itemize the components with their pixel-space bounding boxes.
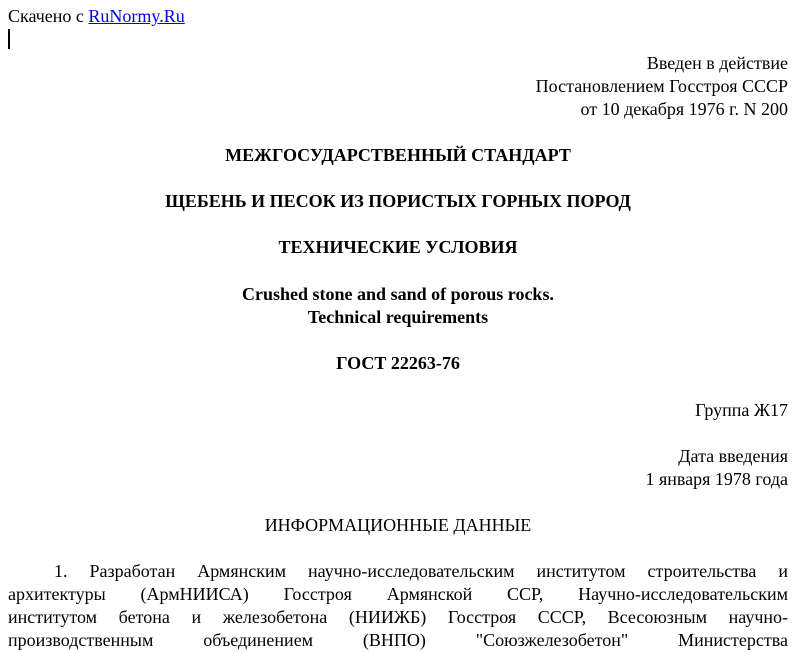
enactment-line-2: Постановлением Госстроя СССР (535, 76, 788, 96)
intro-date-block (8, 445, 788, 491)
intro-date-value: 1 января 1978 года (645, 469, 788, 489)
info-line-1: 1. Разработан Армянским научно-исследовательским институтом строительства и (54, 561, 788, 581)
info-line-4: производственным объединением (ВНПО) "Союзжелезобетон" Министерства (8, 630, 788, 650)
source-link[interactable]: RuNormy.Ru (88, 6, 185, 26)
enactment-block (8, 52, 788, 121)
enactment-line-3: от 10 декабря 1976 г. N 200 (580, 99, 788, 119)
document-page (8, 5, 788, 652)
standard-code: ГОСТ 22263-76 (336, 353, 460, 373)
standard-name-en-line-1: Crushed stone and sand of porous rocks. (242, 284, 554, 304)
downloaded-prefix: Скачено с (8, 6, 84, 26)
info-paragraph (8, 560, 788, 652)
standard-name-en-line-2: Technical requirements (307, 307, 489, 327)
standard-subtitle-ru: ТЕХНИЧЕСКИЕ УСЛОВИЯ (278, 237, 518, 257)
info-line-3: институтом бетона и железобетона (НИИЖБ) Госстроя СССР, Всесоюзным научно- (8, 607, 788, 627)
standard-name-ru: ЩЕБЕНЬ И ПЕСОК ИЗ ПОРИСТЫХ ГОРНЫХ ПОРОД (165, 191, 631, 211)
group-code: Группа Ж17 (695, 400, 788, 420)
enactment-line-1: Введен в действие (646, 53, 788, 73)
info-heading: ИНФОРМАЦИОННЫЕ ДАННЫЕ (264, 515, 532, 535)
standard-type-title: МЕЖГОСУДАРСТВЕННЫЙ СТАНДАРТ (225, 145, 571, 165)
download-source-line (8, 5, 788, 28)
info-line-2: архитектуры (АрмНИИСА) Госстроя Армянской ССР, Научно-исследовательским (8, 584, 788, 604)
intro-date-label: Дата введения (678, 446, 788, 466)
